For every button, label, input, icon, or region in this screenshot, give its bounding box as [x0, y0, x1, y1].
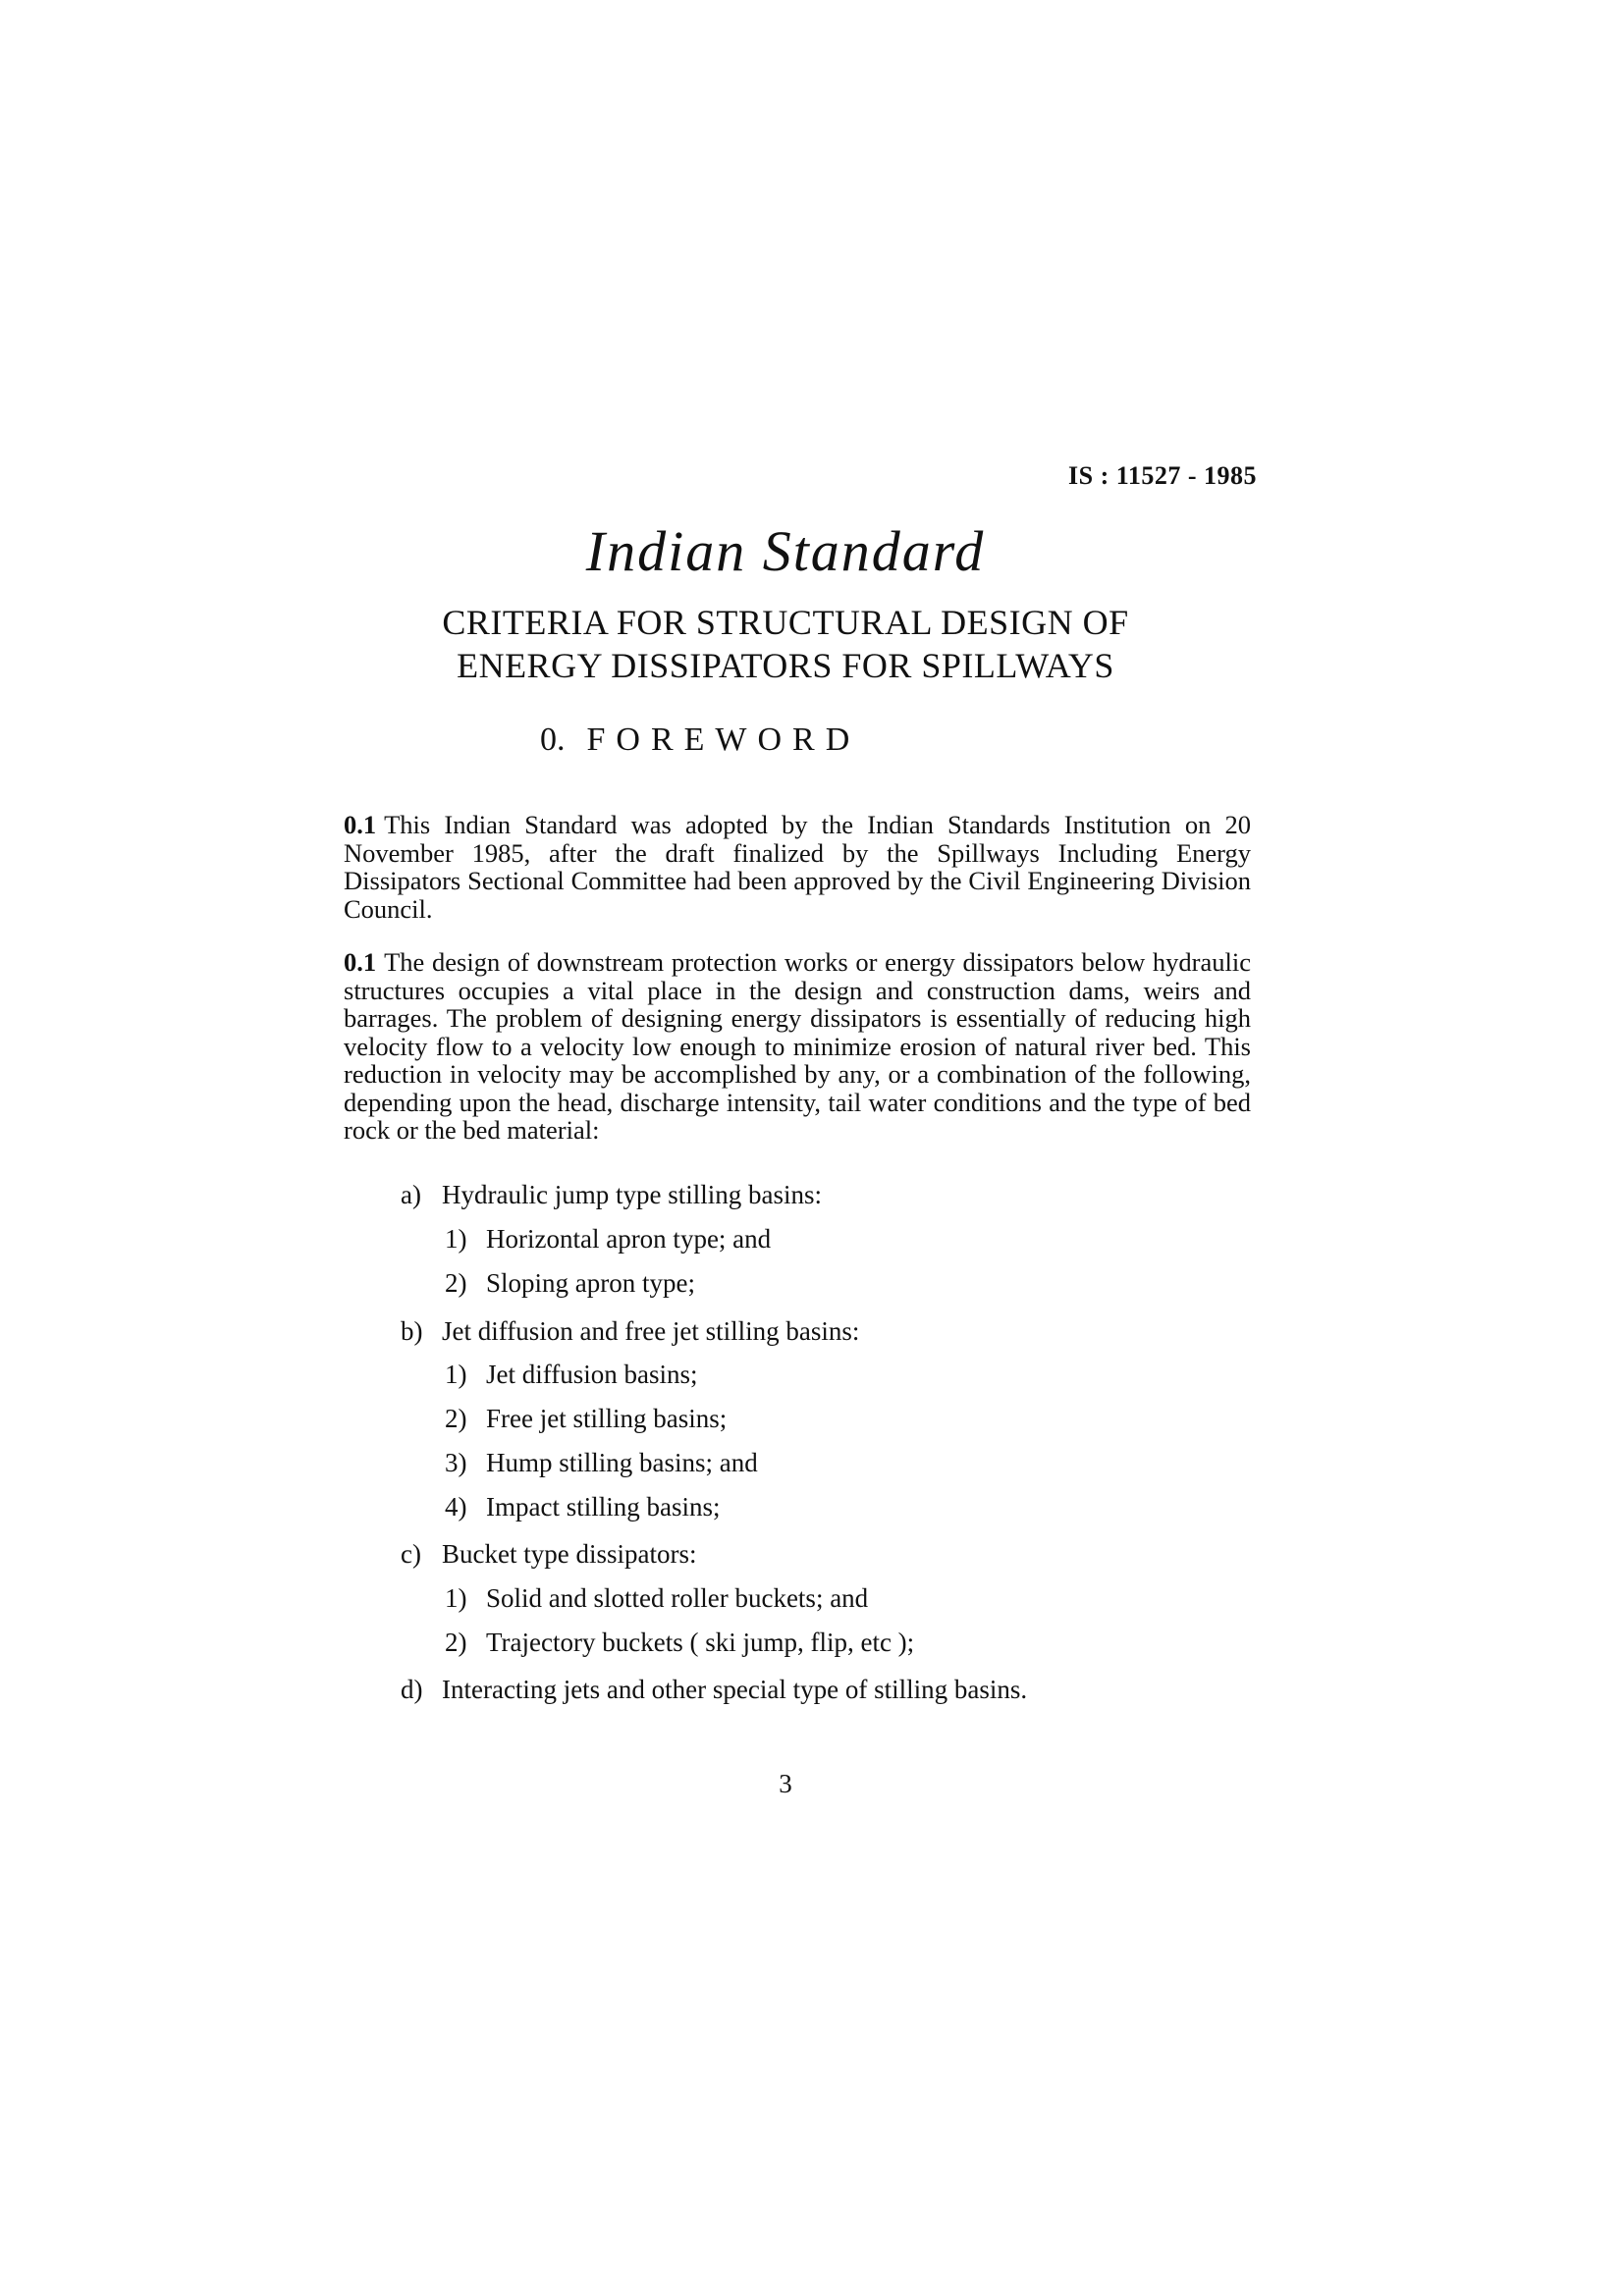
- list-item-b: [401, 1315, 859, 1347]
- list-text: Impact stilling basins;: [486, 1492, 721, 1522]
- list-item-a: [401, 1179, 822, 1210]
- list-marker: b): [401, 1316, 423, 1346]
- list-text: Solid and slotted roller buckets; and: [486, 1583, 869, 1613]
- foreword-label: FOREWORD: [586, 721, 861, 758]
- list-marker: 2): [445, 1268, 467, 1298]
- paragraph-0-1: [344, 811, 1251, 923]
- series-title: Indian Standard: [585, 519, 986, 583]
- list-marker: 2): [445, 1628, 467, 1657]
- list-text: Jet diffusion and free jet stilling basins:: [442, 1316, 860, 1346]
- list-text: Jet diffusion basins;: [486, 1360, 698, 1389]
- list-item-c: [401, 1538, 696, 1570]
- list-text: Hump stilling basins; and: [486, 1448, 758, 1477]
- foreword-number: 0.: [540, 721, 566, 758]
- list-item-b-2: [445, 1403, 727, 1434]
- document-title: [295, 601, 1276, 687]
- document-title-line-1: CRITERIA FOR STRUCTURAL DESIGN OF: [442, 603, 1129, 642]
- list-text: Sloping apron type;: [486, 1268, 695, 1298]
- list-marker: 1): [445, 1224, 467, 1254]
- paragraph-text: The design of downstream protection works or energy dissipators below hydraulic structures occupies a vital place in the design and construction dams, weirs and barrages. The problem of designing energy dissipators is essentially of reducing high velocity flow to a velocity low enough to minimize erosion of natural river bed. This reduction in velocity may be accomplished by any, or a combination of the following, depending upon the head, discharge intensity, tail water conditions and the type of bed rock or the bed material:: [344, 947, 1251, 1145]
- list-text: Horizontal apron type; and: [486, 1224, 772, 1254]
- list-item-a-1: [445, 1223, 771, 1255]
- page-number: 3: [779, 1769, 792, 1798]
- list-text: Free jet stilling basins;: [486, 1404, 728, 1433]
- list-marker: 2): [445, 1404, 467, 1433]
- list-marker: c): [401, 1539, 421, 1569]
- list-item-b-1: [445, 1359, 698, 1390]
- list-item-c-1: [445, 1582, 868, 1614]
- list-item-a-2: [445, 1267, 695, 1299]
- list-marker: d): [401, 1675, 423, 1704]
- document-title-line-2: ENERGY DISSIPATORS FOR SPILLWAYS: [457, 646, 1114, 685]
- foreword-heading: [540, 721, 1070, 759]
- standard-number: IS : 11527 - 1985: [1068, 461, 1257, 490]
- list-marker: a): [401, 1180, 421, 1209]
- list-text: Interacting jets and other special type of stilling basins.: [442, 1675, 1028, 1704]
- list-item-c-2: [445, 1627, 914, 1658]
- list-text: Bucket type dissipators:: [442, 1539, 697, 1569]
- list-text: Trajectory buckets ( ski jump, flip, etc );: [486, 1628, 915, 1657]
- list-text: Hydraulic jump type stilling basins:: [442, 1180, 822, 1209]
- paragraph-number: 0.1: [344, 947, 377, 977]
- paragraph-text: This Indian Standard was adopted by the Indian Standards Institution on 20 November 1985, after the draft finalized by the Spillways Including Energy Dissipators Sectional Committee had been approved by the Civil Engineering Division Council.: [344, 810, 1251, 924]
- list-item-b-4: [445, 1491, 720, 1522]
- list-marker: 4): [445, 1492, 467, 1522]
- list-marker: 3): [445, 1448, 467, 1477]
- list-item-d: [401, 1674, 1027, 1705]
- list-marker: 1): [445, 1360, 467, 1389]
- paragraph-0-2: [344, 948, 1251, 1145]
- paragraph-number: 0.1: [344, 810, 377, 839]
- list-item-b-3: [445, 1447, 758, 1478]
- list-marker: 1): [445, 1583, 467, 1613]
